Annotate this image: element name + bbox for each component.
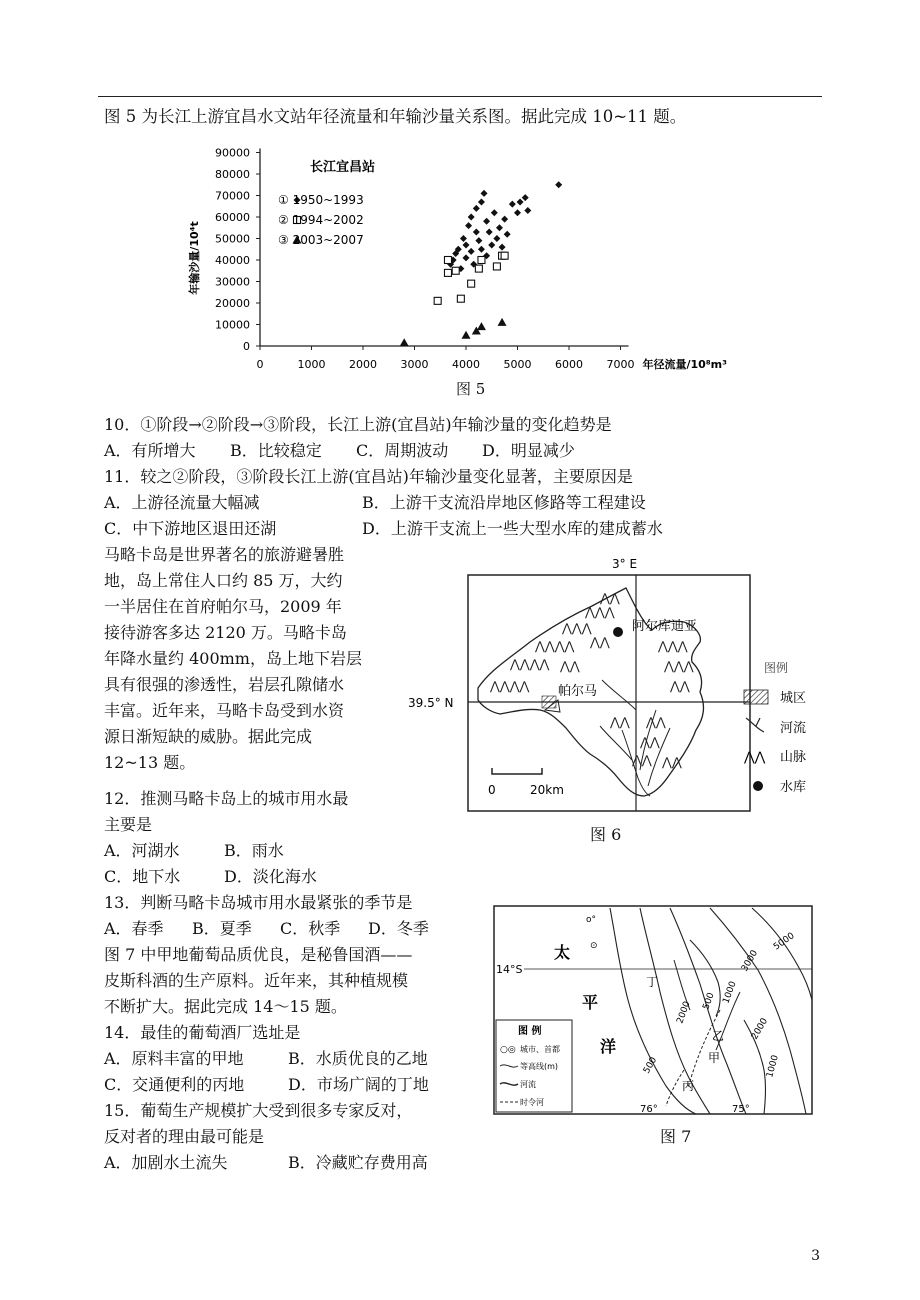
data-point-series-1 [493, 235, 500, 242]
y-tick-label: 60000 [215, 211, 250, 224]
majorca-passage-line: 源日渐短缺的威胁。据此完成 [104, 727, 313, 746]
x-tick-label: 2000 [349, 358, 377, 371]
data-point-series-1 [468, 248, 475, 255]
page-number: 3 [811, 1248, 820, 1264]
figure-6-map [400, 550, 830, 850]
figure-5-chart [180, 138, 780, 400]
chart-title: 长江宜昌站 [310, 160, 376, 175]
map7-ocean-char-2: 平 [582, 993, 599, 1012]
map7-contour-500-a: 500 [701, 991, 717, 1012]
svg-text:⋀⋀⋀⋀: ⋀⋀⋀⋀ [535, 639, 575, 653]
data-point-series-1 [504, 231, 511, 238]
x-tick-label: 7000 [606, 358, 635, 371]
data-point-series-3 [498, 318, 507, 326]
majorca-passage-line: 接待游客多达 2120 万。马略卡岛 [104, 623, 347, 642]
data-point-series-3 [477, 322, 486, 330]
map6-scale-start: 0 [488, 783, 496, 797]
data-point-series-2 [478, 257, 485, 264]
top-rule [98, 96, 822, 97]
q11-option-c[interactable]: C．中下游地区退田还湖 [104, 519, 277, 538]
q10-stem: 10．①阶段→②阶段→③阶段，长江上游(宜昌站)年输沙量的变化趋势是 [104, 415, 612, 434]
data-point-series-1 [465, 222, 472, 229]
q13-stem: 13．判断马略卡岛城市用水最紧张的季节是 [104, 893, 413, 912]
q11-stem: 11．较之②阶段，③阶段长江上游(宜昌站)年输沙量变化显著，主要原因是 [104, 467, 633, 486]
q13-options [104, 916, 429, 942]
data-point-series-1 [501, 216, 508, 223]
y-tick-label: 90000 [215, 146, 250, 160]
svg-text:⋀⋀⋀: ⋀⋀⋀ [658, 639, 688, 653]
legend-river: 河流 [520, 1080, 536, 1089]
map6-latitude-label: 39.5° N [408, 696, 454, 710]
q10-option-b[interactable]: B．比较稳定 [230, 441, 322, 460]
y-tick-label: 70000 [215, 189, 250, 203]
urban-area-icon [744, 690, 768, 704]
q13-option-d[interactable]: D．冬季 [368, 919, 429, 938]
x-tick-label: 4000 [452, 358, 480, 371]
map7-capital-symbol: ⊙ [590, 941, 598, 951]
svg-text:⋀⋀⋀: ⋀⋀⋀ [664, 659, 694, 673]
y-tick-label: 30000 [215, 275, 250, 289]
data-point-series-1 [509, 201, 516, 208]
x-tick-label: 3000 [400, 358, 429, 371]
mountain-icon: ⋀⋀ [744, 750, 766, 765]
q15-stem-line2: 反对者的理由最可能是 [104, 1127, 265, 1146]
map7-city-symbol: o° [586, 915, 597, 925]
x-tick-label: 1000 [297, 358, 326, 371]
q13-option-b[interactable]: B．夏季 [192, 919, 252, 938]
data-point-series-1 [460, 235, 467, 242]
majorca-passage-line: 年降水量约 400mm，岛上地下岩层 [104, 649, 362, 668]
legend-label-2: ② 1994~2002 [278, 213, 364, 227]
data-point-series-2 [434, 297, 441, 304]
figure-7-caption: 图 7 [660, 1127, 692, 1146]
data-point-series-3 [462, 331, 471, 339]
fig5-intro: 图 5 为长江上游宜昌水文站年径流量和年输沙量关系图。据此完成 10~11 题。 [104, 107, 687, 126]
svg-text:⋀⋀: ⋀⋀ [590, 635, 610, 649]
city-capital-icon: ○◎ [500, 1045, 516, 1055]
svg-text:⋀⋀: ⋀⋀ [670, 679, 690, 693]
data-point-series-1 [475, 237, 482, 244]
majorca-passage-line: 具有很强的渗透性，岩层孔隙储水 [104, 675, 345, 694]
map7-contour-2000-a: 2000 [675, 1000, 693, 1026]
svg-text:⋀⋀⋀: ⋀⋀⋀ [562, 621, 592, 635]
map7-lat-label: 14°S [496, 963, 523, 976]
svg-text:⋀⋀: ⋀⋀ [646, 715, 666, 729]
data-point-series-1 [486, 229, 493, 236]
q12-option-d[interactable]: D．淡化海水 [224, 867, 317, 886]
svg-text:⋀⋀: ⋀⋀ [632, 753, 652, 767]
legend-reservoir: 水库 [780, 780, 807, 795]
map6-mountains [489, 591, 694, 769]
map6-city-palma: 帕尔马 [558, 684, 598, 699]
map6-legend [743, 660, 806, 795]
map7-place-bing: 丙 [682, 1079, 695, 1093]
legend-mountain: 山脉 [780, 750, 807, 765]
map7-contour-2000-b: 2000 [749, 1016, 771, 1042]
y-axis-label: 年输沙量/10⁴t [188, 221, 201, 295]
data-point-series-1 [478, 198, 485, 205]
legend-river: 河流 [780, 721, 807, 736]
q12-option-c[interactable]: C．地下水 [104, 867, 181, 886]
figure-5-caption: 图 5 [456, 380, 486, 398]
data-point-series-3 [400, 338, 409, 346]
legend-label-1: ① 1950~1993 [278, 193, 364, 207]
data-point-series-1 [483, 218, 490, 225]
map6-city-alcudia: 阿尔库迪亚 [632, 619, 698, 634]
x-tick-label: 6000 [555, 358, 583, 371]
data-point-series-1 [468, 214, 475, 221]
map6-legend-title: 图例 [764, 661, 789, 675]
data-point-series-2 [468, 280, 475, 287]
svg-text:⋀⋀⋀⋀: ⋀⋀⋀⋀ [490, 679, 530, 693]
q11-option-b[interactable]: B．上游干支流沿岸地区修路等工程建设 [362, 493, 646, 512]
majorca-passage-line: 12~13 题。 [104, 753, 196, 772]
x-axis-label: 年径流量/10⁸m³ [642, 358, 727, 371]
map7-legend-title: 图 例 [518, 1026, 542, 1037]
map7-place-ding: 丁 [646, 975, 659, 989]
map7-contour-1000-b: 1000 [765, 1054, 781, 1079]
majorca-passage-line: 一半居住在首府帕尔马，2009 年 [104, 597, 342, 616]
x-tick-label: 0 [256, 358, 264, 371]
data-point-series-1 [463, 241, 470, 248]
legend-urban: 城区 [780, 691, 807, 706]
svg-text:⋀⋀: ⋀⋀ [600, 591, 620, 605]
q14-option-a[interactable]: A．原料丰富的甲地 [104, 1049, 244, 1068]
data-point-series-1 [473, 205, 480, 212]
peru-passage-line2: 皮斯科酒的生产原料。近年来，其种植规模 [104, 971, 409, 990]
majorca-passage-line: 丰富。近年来，马略卡岛受到水资 [104, 701, 345, 720]
q12-stem-line1: 12．推测马略卡岛上的城市用水最 [104, 789, 349, 808]
map7-contour-5000: 5000 [771, 931, 797, 953]
y-tick-label: 10000 [215, 318, 250, 332]
map7-contour-1000-a: 1000 [721, 980, 739, 1006]
svg-text:⋀⋀⋀: ⋀⋀⋀ [585, 605, 615, 619]
figure-6-caption: 图 6 [590, 825, 622, 844]
majorca-passage-line: 马略卡岛是世界著名的旅游避暑胜 [104, 545, 345, 564]
legend-seasonal-river: 时令河 [520, 1098, 544, 1107]
legend-label-3: ③ 2003~2007 [278, 233, 364, 247]
map7-ocean-char-3: 洋 [600, 1037, 617, 1056]
q10-options [104, 438, 575, 464]
y-tick-label: 80000 [215, 168, 250, 181]
data-point-series-1 [514, 209, 521, 216]
map7-ocean-char-1: 太 [554, 943, 571, 962]
y-tick-label: 20000 [215, 297, 250, 310]
q11-option-d[interactable]: D．上游干支流上一些大型水库的建成蓄水 [362, 519, 663, 538]
data-point-series-2 [493, 263, 500, 270]
map7-contour-3000: 3000 [739, 948, 761, 974]
q13-option-a[interactable]: A．春季 [104, 919, 164, 938]
map7-lon-76: 76° [640, 1104, 658, 1115]
peru-passage-line3: 不断扩大。据此完成 14～15 题。 [104, 997, 347, 1016]
map7-legend [496, 1020, 572, 1112]
data-point-series-1 [463, 254, 470, 261]
majorca-passage-line: 地，岛上常住人口约 85 万，大约 [104, 571, 343, 590]
y-tick-label: 50000 [215, 232, 250, 246]
data-point-series-1 [488, 241, 495, 248]
map6-longitude-label: 3° E [612, 557, 638, 571]
data-point-series-1 [481, 190, 488, 197]
q15-stem-line1: 15．葡萄生产规模扩大受到很多专家反对， [104, 1101, 413, 1120]
y-tick-label: 40000 [215, 254, 250, 267]
data-point-series-1 [478, 246, 485, 253]
q11-option-a[interactable]: A．上游径流量大幅减 [104, 493, 260, 512]
svg-text:⋀⋀: ⋀⋀ [640, 735, 660, 749]
x-tick-label: 5000 [503, 358, 532, 371]
q10-option-a[interactable]: A．有所增大 [104, 441, 196, 460]
svg-text:⋀⋀: ⋀⋀ [560, 659, 580, 673]
legend-contour: 等高线(m) [520, 1062, 559, 1071]
data-point-series-1 [517, 198, 524, 205]
svg-text:⋀⋀⋀⋀: ⋀⋀⋀⋀ [510, 657, 550, 671]
data-point-series-2 [475, 265, 482, 272]
svg-text:⋀⋀: ⋀⋀ [610, 715, 630, 729]
q14-option-c[interactable]: C．交通便利的丙地 [104, 1075, 245, 1094]
data-point-series-1 [522, 194, 529, 201]
q12-stem-line2: 主要是 [104, 815, 153, 834]
map7-lon-75: 75° [732, 1104, 750, 1115]
q10-option-c[interactable]: C．周期波动 [356, 441, 449, 460]
data-point-series-1 [555, 181, 562, 188]
legend-city: 城市、首都 [520, 1045, 560, 1054]
map6-palma-urban [542, 696, 556, 708]
peru-passage-line1: 图 7 中甲地葡萄品质优良，是秘鲁国酒—— [104, 945, 413, 964]
y-tick-label: 0 [243, 340, 250, 353]
svg-text:⋀⋀: ⋀⋀ [662, 755, 682, 769]
data-point-series-1 [473, 229, 480, 236]
q13-option-c[interactable]: C．秋季 [280, 919, 341, 938]
q12-option-b[interactable]: B．雨水 [224, 841, 284, 860]
map7-place-jia: 甲 [708, 1051, 721, 1065]
reservoir-icon [753, 781, 763, 791]
q15-option-a[interactable]: A．加剧水土流失 [104, 1153, 228, 1172]
river-icon [746, 718, 764, 732]
q14-option-b[interactable]: B．水质优良的乙地 [288, 1049, 428, 1068]
data-point-series-2 [452, 267, 459, 274]
data-point-series-2 [444, 257, 451, 264]
map6-scale-bar [488, 768, 564, 797]
data-point-series-1 [491, 209, 498, 216]
q10-option-d[interactable]: D．明显减少 [482, 441, 575, 460]
data-point-series-2 [501, 252, 508, 259]
map7-contour-500-b: 500 [641, 1055, 660, 1076]
figure-7-map [490, 900, 820, 1120]
q12-option-a[interactable]: A．河湖水 [104, 841, 180, 860]
q14-option-d[interactable]: D．市场广阔的丁地 [288, 1075, 429, 1094]
data-point-series-2 [457, 295, 464, 302]
map6-reservoir-dot [613, 627, 623, 637]
map6-scale-end: 20km [530, 783, 564, 797]
map7-place-yi: 乙 [712, 1029, 725, 1043]
data-point-series-1 [496, 224, 503, 231]
q14-stem: 14．最佳的葡萄酒厂选址是 [104, 1023, 301, 1042]
q15-option-b[interactable]: B．冷藏贮存费用高 [288, 1153, 428, 1172]
data-point-series-1 [499, 244, 506, 251]
data-point-series-2 [444, 269, 451, 276]
data-point-series-1 [524, 207, 531, 214]
